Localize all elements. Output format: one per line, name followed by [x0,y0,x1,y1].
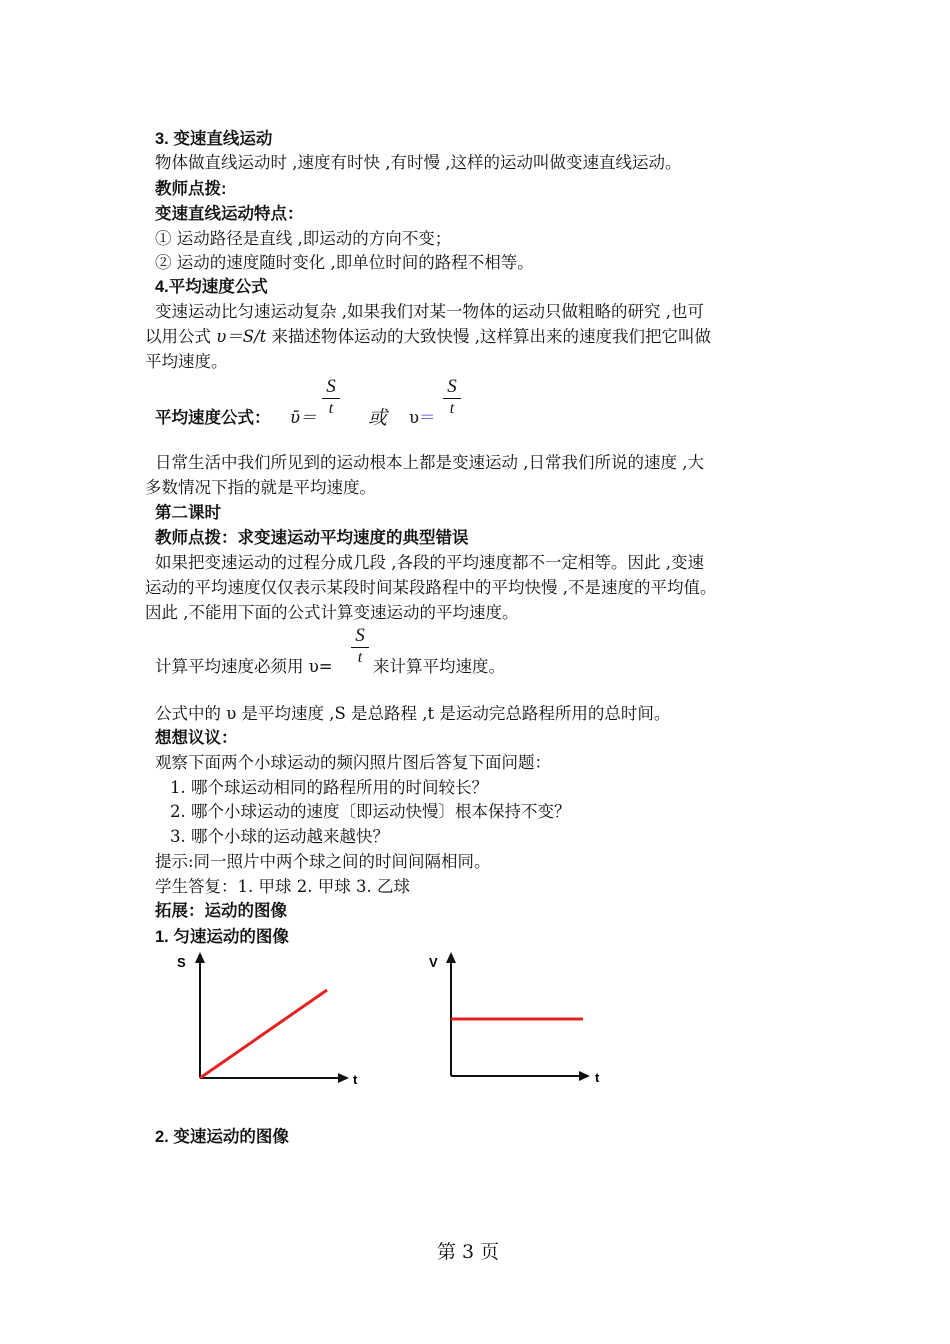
fraction-denominator: t [328,400,334,417]
must-use-formula-b: 来计算平均速度。 [373,657,505,676]
fraction-numerator: S [326,376,336,397]
formula-1-fraction [322,377,340,418]
inline-formula: υ＝S/t [216,327,267,346]
formula-2-equals: ＝ [419,408,436,427]
x-axis-arrow [579,1071,590,1081]
formula-label: 平均速度公式： [155,409,271,427]
must-use-formula-a: 计算平均速度必须用 υ= [155,657,333,676]
series-line [200,990,327,1078]
fraction-denominator: t [357,649,363,666]
feature-1: ① 运动路径是直线 ,即运动的方向不变； [155,229,452,248]
feature-2: ② 运动的速度随时变化 ,即单位时间的路程不相等。 [155,253,534,272]
fraction-numerator: S [447,376,457,397]
fraction-bar [322,398,340,399]
section-4-para-line-3: 平均速度。 [145,352,228,371]
uniform-vt-chart [421,950,621,1090]
para-text-a: 以用公式 [145,327,211,346]
discussion-heading: 想想议议： [155,729,238,747]
lesson-2-tip-heading: 教师点拨：求变速运动平均速度的典型错误 [155,529,469,547]
question-1: 1. 哪个球运动相同的路程所用的时间较长？ [170,778,488,797]
fraction-bar [443,398,461,399]
section-3-definition: 物体做直线运动时 ,速度有时快 ,有时慢 ,这样的运动叫做变速直线运动。 [155,153,682,172]
features-title: 变速直线运动特点： [155,205,304,223]
section-4-para-line-1: 变速运动比匀速运动复杂 ,如果我们对某一物体的运动只做粗略的研究 ,也可 [155,302,704,321]
lesson-2-heading: 第二课时 [155,504,221,522]
hint: 提示:同一照片中两个球之间的时间间隔相同。 [155,852,491,871]
y-axis-label: S [177,955,186,970]
lesson-2-para-line-2: 运动的平均速度仅仅表示某段时间某段路程中的平均快慢 ,不是速度的平均值。 [145,578,717,597]
uniform-motion-heading: 1. 匀速运动的图像 [155,928,289,946]
y-axis-arrow [195,952,205,963]
formula-1-lhs: ῡ＝ [290,408,317,427]
formula-or: 或 [368,407,388,429]
section-4-para-line-2 [145,326,711,348]
fraction-numerator: S [355,625,365,646]
lesson-2-para-line-3: 因此 ,不能用下面的公式计算变速运动的平均速度。 [145,603,519,622]
formula-2-symbol: υ [409,408,420,427]
section-4-heading: 4.平均速度公式 [155,278,268,296]
question-3: 3. 哪个小球的运动越来越快？ [170,827,389,846]
discussion-intro: 观察下面两个小球运动的频闪照片图后答复下面问题： [155,753,551,772]
y-axis-label: V [429,955,438,970]
fraction-denominator: t [449,400,455,417]
x-axis-arrow [338,1073,349,1083]
lesson-2-para-line-1: 如果把变速运动的过程分成几段 ,各段的平均速度都不一定相等。因此 ,变速 [155,553,704,572]
teacher-tip-label: 教师点拨: [155,180,227,198]
student-answer: 学生答复：1. 甲球 2. 甲球 3. 乙球 [155,877,410,896]
page-number: 第 3 页 [437,1241,500,1263]
y-axis-arrow [446,952,456,963]
variable-motion-heading: 2. 变速运动的图像 [155,1128,289,1146]
fraction-bar [351,647,369,648]
uniform-st-chart [170,950,370,1090]
question-2: 2. 哪个小球运动的速度〔即运动快慢〕根本保持不变？ [170,802,571,821]
section-3-heading: 3. 变速直线运动 [155,130,273,148]
extension-heading: 拓展：运动的图像 [155,902,287,920]
x-axis-label: t [595,1070,600,1085]
daily-life-line-2: 多数情况下指的就是平均速度。 [145,478,376,497]
daily-life-line-1: 日常生活中我们所见到的运动根本上都是变速运动 ,日常我们所说的速度 ,大 [155,453,704,472]
formula-2-fraction [443,377,461,418]
must-use-fraction [351,626,369,667]
x-axis-label: t [353,1072,358,1087]
formula-2-lhs [409,407,436,429]
para-text-b: 来描述物体运动的大致快慢 ,这样算出来的速度我们把它叫做 [271,327,712,346]
formula-explanation: 公式中的 υ 是平均速度 ,S 是总路程 ,t 是运动完总路程所用的总时间。 [155,704,671,723]
